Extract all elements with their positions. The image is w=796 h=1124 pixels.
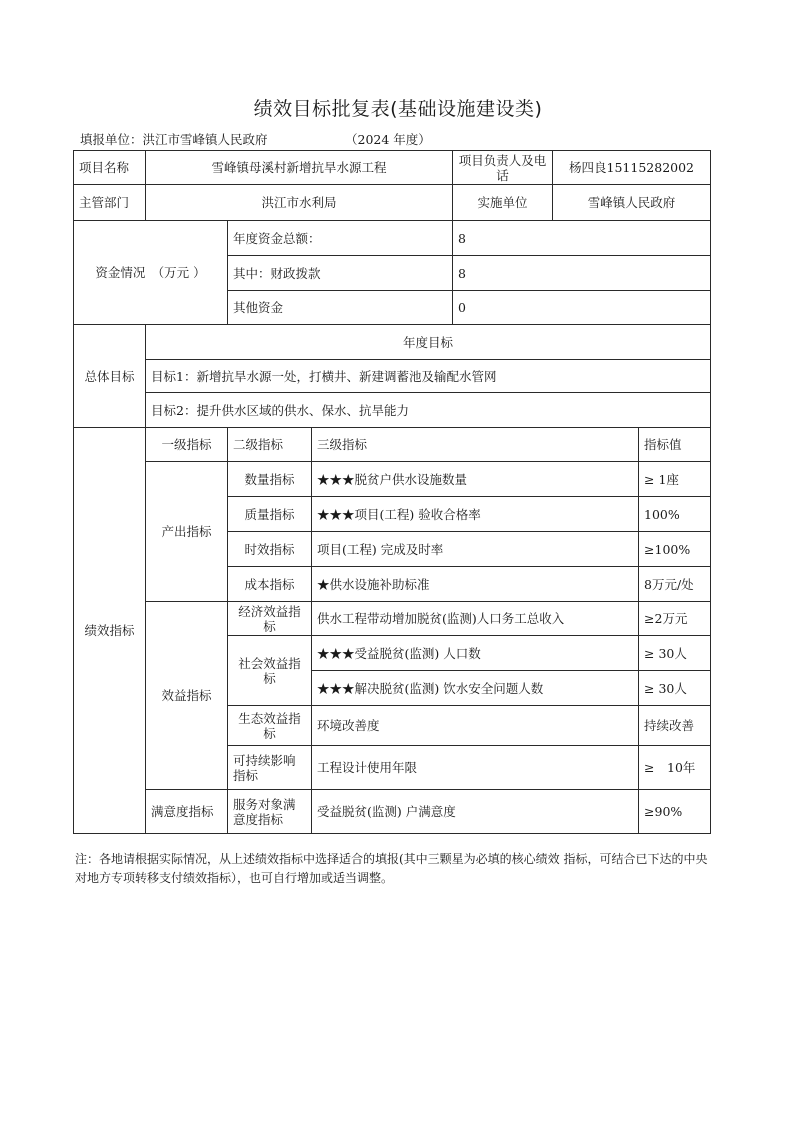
level3-cell: 受益脱贫(监测) 户满意度 xyxy=(312,790,639,834)
report-year: （2024 年度） xyxy=(345,132,431,147)
goals-label: 总体目标 xyxy=(74,325,146,428)
level2-cell: 质量指标 xyxy=(228,497,312,532)
level3-cell: 环境改善度 xyxy=(312,706,639,746)
level3-cell: ★★★解决脱贫(监测) 饮水安全问题人数 xyxy=(312,671,639,706)
social-benefit-label: 社会效益指标 xyxy=(228,636,312,706)
reporting-unit-label: 填报单位： xyxy=(80,132,143,147)
level2-cell: 服务对象满意度指标 xyxy=(228,790,312,834)
level3-cell: ★★★受益脱贫(监测) 人口数 xyxy=(312,636,639,671)
value-cell: 100% xyxy=(639,497,711,532)
level2-cell: 生态效益指标 xyxy=(228,706,312,746)
funds-label: 资金情况 （万元 ） xyxy=(74,221,228,325)
goal-row xyxy=(74,393,711,428)
level3-cell: 供水工程带动增加脱贫(监测)人口务工总收入 xyxy=(312,602,639,636)
goal-item: 目标1：新增抗旱水源一处，打横井、新建调蓄池及输配水管网 xyxy=(146,360,711,393)
value-cell: ≥ 1座 xyxy=(639,462,711,497)
funds-other-label: 其他资金 xyxy=(228,291,453,325)
level3-cell: ★★★项目(工程) 验收合格率 xyxy=(312,497,639,532)
implementer-value: 雪峰镇人民政府 xyxy=(553,185,711,221)
output-label: 产出指标 xyxy=(146,462,228,602)
level3-cell: 工程设计使用年限 xyxy=(312,746,639,790)
value-cell: 8万元/处 xyxy=(639,567,711,602)
level2-cell: 数量指标 xyxy=(228,462,312,497)
level2-cell: 成本指标 xyxy=(228,567,312,602)
department-label: 主管部门 xyxy=(74,185,146,221)
document-title: 绩效目标批复表(基础设施建设类) xyxy=(253,98,543,120)
table-row xyxy=(74,602,711,636)
level1-header: 一级指标 xyxy=(146,428,228,462)
department-row xyxy=(74,185,711,221)
goals-header-row xyxy=(74,325,711,360)
funds-total-label: 年度资金总额： xyxy=(228,221,453,256)
funds-row xyxy=(74,221,711,256)
project-name-value: 雪峰镇母溪村新增抗旱水源工程 xyxy=(146,151,453,185)
reporting-unit-value: 洪江市雪峰镇人民政府 xyxy=(142,132,268,147)
value-cell: ≥ 10年 xyxy=(639,746,711,790)
funds-total-value: 8 xyxy=(453,221,711,256)
performance-target-table xyxy=(73,150,711,834)
table-row xyxy=(74,790,711,834)
project-contact-label: 项目负责人及电话 xyxy=(453,151,553,185)
level3-cell: ★★★脱贫户供水设施数量 xyxy=(312,462,639,497)
funds-other-value: 0 xyxy=(453,291,711,325)
satisfaction-label: 满意度指标 xyxy=(146,790,228,834)
value-header: 指标值 xyxy=(639,428,711,462)
level2-cell: 可持续影响指标 xyxy=(228,746,312,790)
funds-fiscal-value: 8 xyxy=(453,256,711,291)
value-cell: ≥ 30人 xyxy=(639,636,711,671)
funds-fiscal-label: 其中：财政拨款 xyxy=(228,256,453,291)
level3-cell: ★供水设施补助标准 xyxy=(312,567,639,602)
value-cell: ≥100% xyxy=(639,532,711,567)
value-cell: ≥2万元 xyxy=(639,602,711,636)
project-name-label: 项目名称 xyxy=(74,151,146,185)
department-value: 洪江市水利局 xyxy=(146,185,453,221)
benefit-label: 效益指标 xyxy=(146,602,228,790)
goals-header: 年度目标 xyxy=(146,325,711,360)
value-cell: ≥90% xyxy=(639,790,711,834)
project-name-row xyxy=(74,151,711,185)
perf-label: 绩效指标 xyxy=(74,428,146,834)
project-contact-value: 杨四良15115282002 xyxy=(553,151,711,185)
perf-header-row xyxy=(74,428,711,462)
level3-cell: 项目(工程) 完成及时率 xyxy=(312,532,639,567)
level2-header: 二级指标 xyxy=(228,428,312,462)
value-cell: 持续改善 xyxy=(639,706,711,746)
value-cell: ≥ 30人 xyxy=(639,671,711,706)
level2-cell: 经济效益指标 xyxy=(228,602,312,636)
level2-cell: 时效指标 xyxy=(228,532,312,567)
implementer-label: 实施单位 xyxy=(453,185,553,221)
goal-item: 目标2：提升供水区域的供水、保水、抗旱能力 xyxy=(146,393,711,428)
level3-header: 三级指标 xyxy=(312,428,639,462)
footnote: 注：各地请根据实际情况，从上述绩效指标中选择适合的填报(其中三颗星为必填的核心绩效 指标，可结合已下达的中央对地方专项转移支付绩效指标），也可自行增加或适当调整。 xyxy=(75,852,708,885)
reporting-unit xyxy=(80,130,268,148)
table-row xyxy=(74,462,711,497)
goal-row xyxy=(74,360,711,393)
